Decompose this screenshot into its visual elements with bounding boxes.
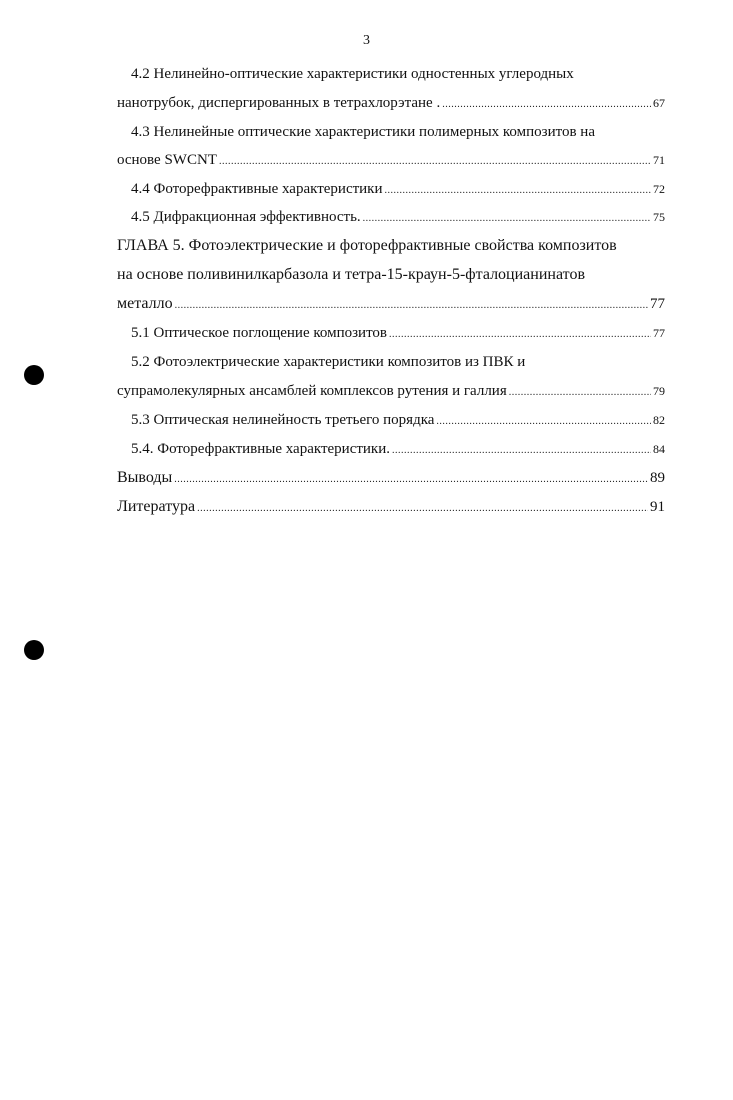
toc-entry-5-4-text: 5.4. Фоторефрактивные характеристики. [131, 441, 390, 457]
toc-entry-5-3[interactable] [131, 410, 665, 432]
toc-entry-5-1[interactable] [131, 323, 665, 345]
toc-leader [363, 209, 651, 229]
toc-leader [392, 441, 651, 461]
toc-page-conclusions: 89 [650, 470, 665, 486]
toc-page-5-4: 84 [653, 442, 665, 456]
toc-entry-4-5[interactable] [131, 207, 665, 229]
toc-entry-5-2[interactable] [117, 381, 665, 403]
toc-page-4-2: 67 [653, 96, 665, 110]
toc-leader [197, 499, 648, 519]
toc-literature[interactable] [117, 497, 665, 519]
toc-leader [436, 412, 651, 432]
toc-entry-4-2-line2: нанотрубок, диспергированных в тетрахлорэтане . [117, 95, 441, 111]
binder-hole-lower [24, 640, 44, 660]
toc-page-5-2: 79 [653, 384, 665, 398]
toc-entry-4-4[interactable] [131, 179, 665, 201]
toc-entry-5-4[interactable] [131, 439, 665, 461]
toc-page-5-3: 82 [653, 413, 665, 427]
toc-entry-4-2-line1: 4.2 Нелинейно-оптические характеристики одностенных углеродных [131, 66, 574, 82]
toc-chapter-5[interactable] [117, 294, 665, 316]
toc-page-literature: 91 [650, 499, 665, 515]
toc-entry-5-2-line2: супрамолекулярных ансамблей комплексов рутения и галлия [117, 383, 507, 399]
toc-page-4-4: 72 [653, 182, 665, 196]
page-number: 3 [363, 33, 370, 48]
toc-leader [389, 325, 651, 345]
toc-leader [509, 383, 651, 403]
toc-entry-5-2-line1: 5.2 Фотоэлектрические характеристики композитов из ПВК и [131, 354, 526, 370]
toc-literature-text: Литература [117, 498, 196, 515]
toc-entry-5-1-text: 5.1 Оптическое поглощение композитов [131, 325, 388, 341]
binder-hole-upper [24, 365, 44, 385]
toc-chapter-5-line1: ГЛАВА 5. Фотоэлектрические и фоторефрактивные свойства композитов [117, 237, 617, 254]
toc-entry-4-3-line1: 4.3 Нелинейные оптические характеристики полимерных композитов на [131, 124, 595, 140]
toc-page-4-5: 75 [653, 210, 665, 224]
toc-entry-4-3[interactable] [117, 150, 665, 172]
toc-entry-4-3-line2: основе SWCNT [117, 152, 217, 168]
toc-entry-4-2[interactable] [117, 93, 665, 115]
toc-leader [442, 95, 651, 115]
toc-entry-5-3-text: 5.3 Оптическая нелинейность третьего порядка [131, 412, 435, 428]
toc-page-chapter-5: 77 [650, 296, 665, 312]
toc-chapter-5-line3: металло [117, 295, 173, 312]
toc-conclusions[interactable] [117, 468, 665, 490]
toc-leader [174, 470, 648, 490]
toc-conclusions-text: Выводы [117, 469, 173, 486]
toc-chapter-5-line2: на основе поливинилкарбазола и тетра-15-краун-5-фталоцианинатов [117, 266, 585, 283]
toc-leader [219, 152, 651, 172]
toc-entry-4-4-text: 4.4 Фоторефрактивные характеристики [131, 181, 383, 197]
toc-entry-4-5-text: 4.5 Дифракционная эффективность. [131, 209, 361, 225]
toc-leader [175, 296, 648, 316]
toc-page-5-1: 77 [653, 326, 665, 340]
toc-leader [385, 181, 652, 201]
toc-page-4-3: 71 [653, 153, 665, 167]
